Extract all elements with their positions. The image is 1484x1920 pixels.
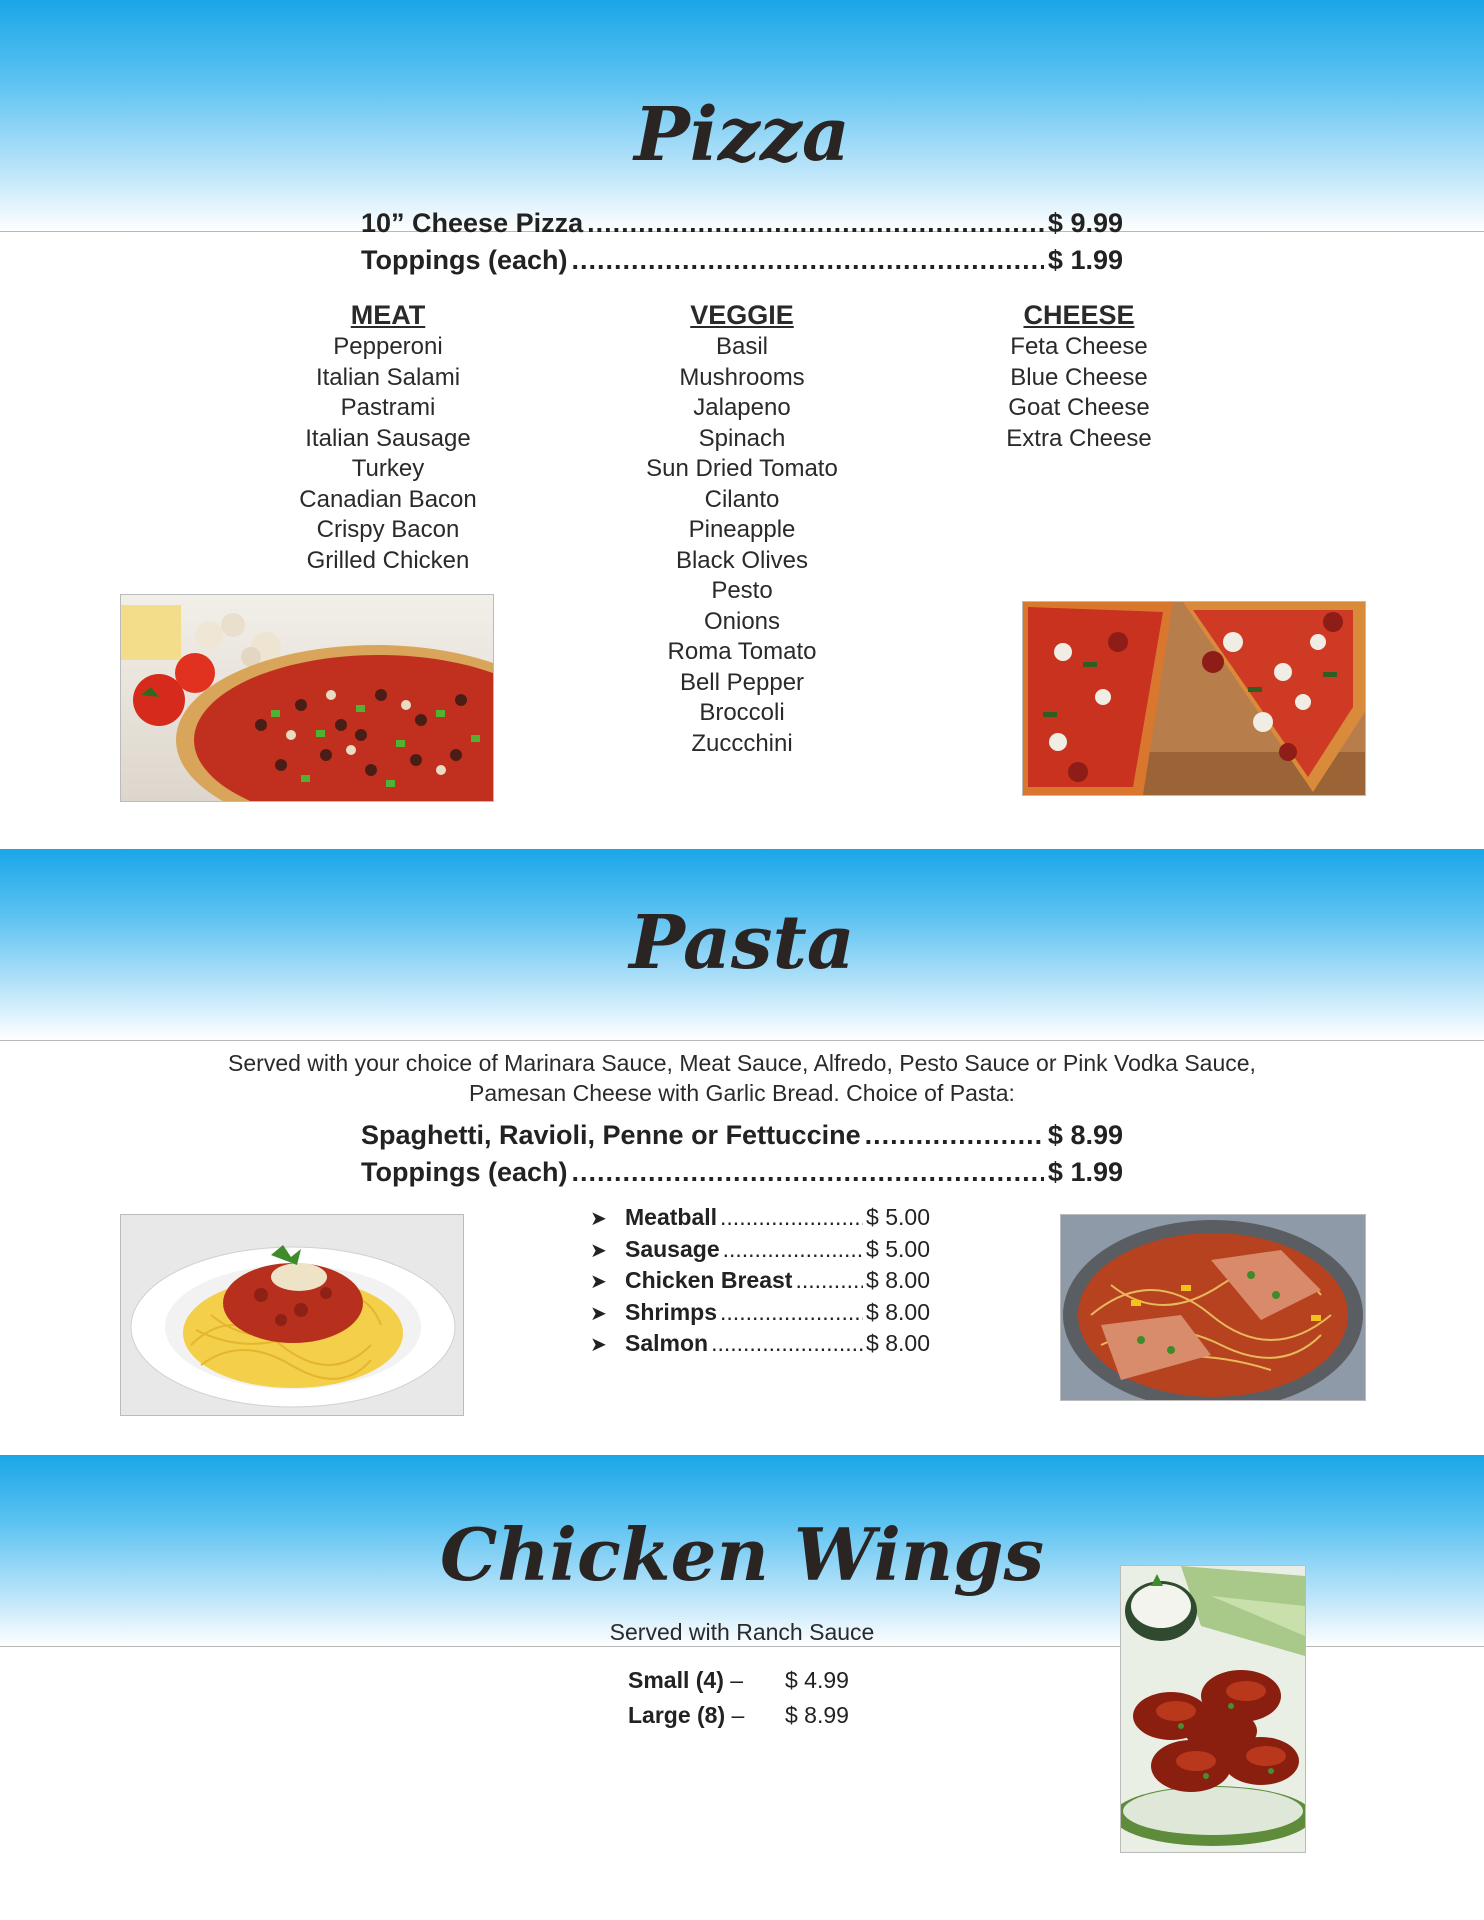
list-item: Broccoli xyxy=(699,699,785,726)
dot-leader xyxy=(572,1157,1044,1188)
cheese-heading: CHEESE xyxy=(1023,300,1135,330)
dot-leader xyxy=(723,1235,863,1265)
list-item: Pepperoni xyxy=(333,333,443,360)
list-item: Mushrooms xyxy=(679,363,805,391)
list-item: Canadian Bacon xyxy=(299,485,477,513)
list-item: Cilanto xyxy=(704,485,780,513)
list-item: Zuccchini xyxy=(691,729,793,757)
list-item: Crispy Bacon xyxy=(316,516,460,543)
veggie-heading: VEGGIE xyxy=(690,300,794,330)
arrow-bullet-icon: ➤ xyxy=(590,1302,607,1325)
pasta-price-row-choice xyxy=(361,1120,1123,1154)
pasta-addon-list xyxy=(590,1203,930,1361)
list-item: Italian Sausage xyxy=(305,424,471,452)
price-label: Spaghetti, Ravioli, Penne or Fettuccine xyxy=(361,1120,861,1150)
price-value: $ 9.99 xyxy=(1047,208,1123,238)
list-item: Jalapeno xyxy=(693,394,791,421)
arrow-bullet-icon: ➤ xyxy=(590,1239,607,1262)
price-value: $ 1.99 xyxy=(1047,245,1123,275)
pizza-price-row-toppings xyxy=(361,245,1123,279)
wings-title: Chicken Wings xyxy=(439,1512,1045,1597)
pasta-photo-spaghetti xyxy=(120,1214,464,1416)
price-label: 10” Cheese Pizza xyxy=(361,208,584,238)
list-item: Basil xyxy=(715,333,769,360)
list-item: Onions xyxy=(703,607,781,635)
price-value: $ 1.99 xyxy=(1047,1157,1123,1187)
list-item: Pastrami xyxy=(340,394,436,421)
arrow-bullet-icon: ➤ xyxy=(590,1208,607,1230)
list-item: Pesto xyxy=(711,577,773,604)
list-item: Grilled Chicken xyxy=(306,546,470,574)
pizza-photo-whole xyxy=(120,594,494,802)
meat-heading: MEAT xyxy=(350,300,426,330)
price-value: $ 4.99 xyxy=(785,1667,849,1693)
dot-leader xyxy=(720,1203,863,1233)
list-item: Goat Cheese xyxy=(1008,394,1150,421)
pasta-description-line2: Pamesan Cheese with Garlic Bread. Choice of Pasta: xyxy=(469,1080,1015,1106)
pasta-price-row-toppings xyxy=(361,1157,1123,1191)
price-value: $ 8.99 xyxy=(785,1702,849,1728)
list-item: Large (8) – $ 8.99 xyxy=(628,1698,849,1733)
dot-leader xyxy=(572,245,1044,276)
dot-leader xyxy=(587,208,1044,239)
cheese-column xyxy=(939,298,1219,454)
arrow-bullet-icon: ➤ xyxy=(590,1334,607,1356)
list-item: Pineapple xyxy=(688,516,796,543)
list-item: Small (4) – $ 4.99 xyxy=(628,1663,849,1698)
pizza-photo-slices xyxy=(1022,601,1366,796)
price-label: Toppings (each) xyxy=(361,1157,568,1187)
wings-subtitle: Served with Ranch Sauce xyxy=(609,1619,875,1645)
list-item: ➤ Shrimps ..... $ 8.00 xyxy=(590,1298,930,1330)
list-item: Extra Cheese xyxy=(1006,424,1152,452)
dot-leader xyxy=(795,1266,863,1296)
arrow-bullet-icon: ➤ xyxy=(590,1271,607,1293)
pizza-title: Pizza xyxy=(634,92,850,178)
list-item: Bell Pepper xyxy=(679,668,805,696)
pasta-title: Pasta xyxy=(629,900,855,986)
pasta-divider-line xyxy=(0,1040,1484,1041)
wings-photo xyxy=(1120,1565,1306,1853)
pizza-price-row-cheese xyxy=(361,208,1123,242)
list-item: ➤ Chicken Breast ..... $ 8.00 xyxy=(590,1266,930,1298)
list-item: ➤ Sausage ..... $ 5.00 xyxy=(590,1235,930,1267)
pasta-description-line1: Served with your choice of Marinara Sauce, Meat Sauce, Alfredo, Pesto Sauce or Pink Vodka Sauce, xyxy=(228,1050,1256,1076)
list-item: Blue Cheese xyxy=(1010,363,1148,391)
dot-leader xyxy=(711,1329,863,1359)
list-item: ➤ Meatball ..... $ 5.00 xyxy=(590,1203,930,1235)
price-label: Toppings (each) xyxy=(361,245,568,275)
list-item: Spinach xyxy=(698,424,786,452)
list-item: Sun Dried Tomato xyxy=(646,455,838,482)
list-item: Italian Salami xyxy=(315,363,461,391)
list-item: Black Olives xyxy=(675,546,809,574)
list-item: Turkey xyxy=(351,455,425,482)
list-item: ➤ Salmon ..... $ 8.00 xyxy=(590,1329,930,1361)
pasta-photo-skillet xyxy=(1060,1214,1366,1401)
veggie-column xyxy=(602,298,882,759)
price-value: $ 8.99 xyxy=(1047,1120,1123,1150)
meat-column xyxy=(248,298,528,576)
dot-leader xyxy=(720,1298,863,1328)
wings-price-list xyxy=(628,1663,849,1733)
dot-leader xyxy=(865,1120,1044,1151)
list-item: Feta Cheese xyxy=(1010,333,1148,360)
list-item: Roma Tomato xyxy=(667,638,817,665)
